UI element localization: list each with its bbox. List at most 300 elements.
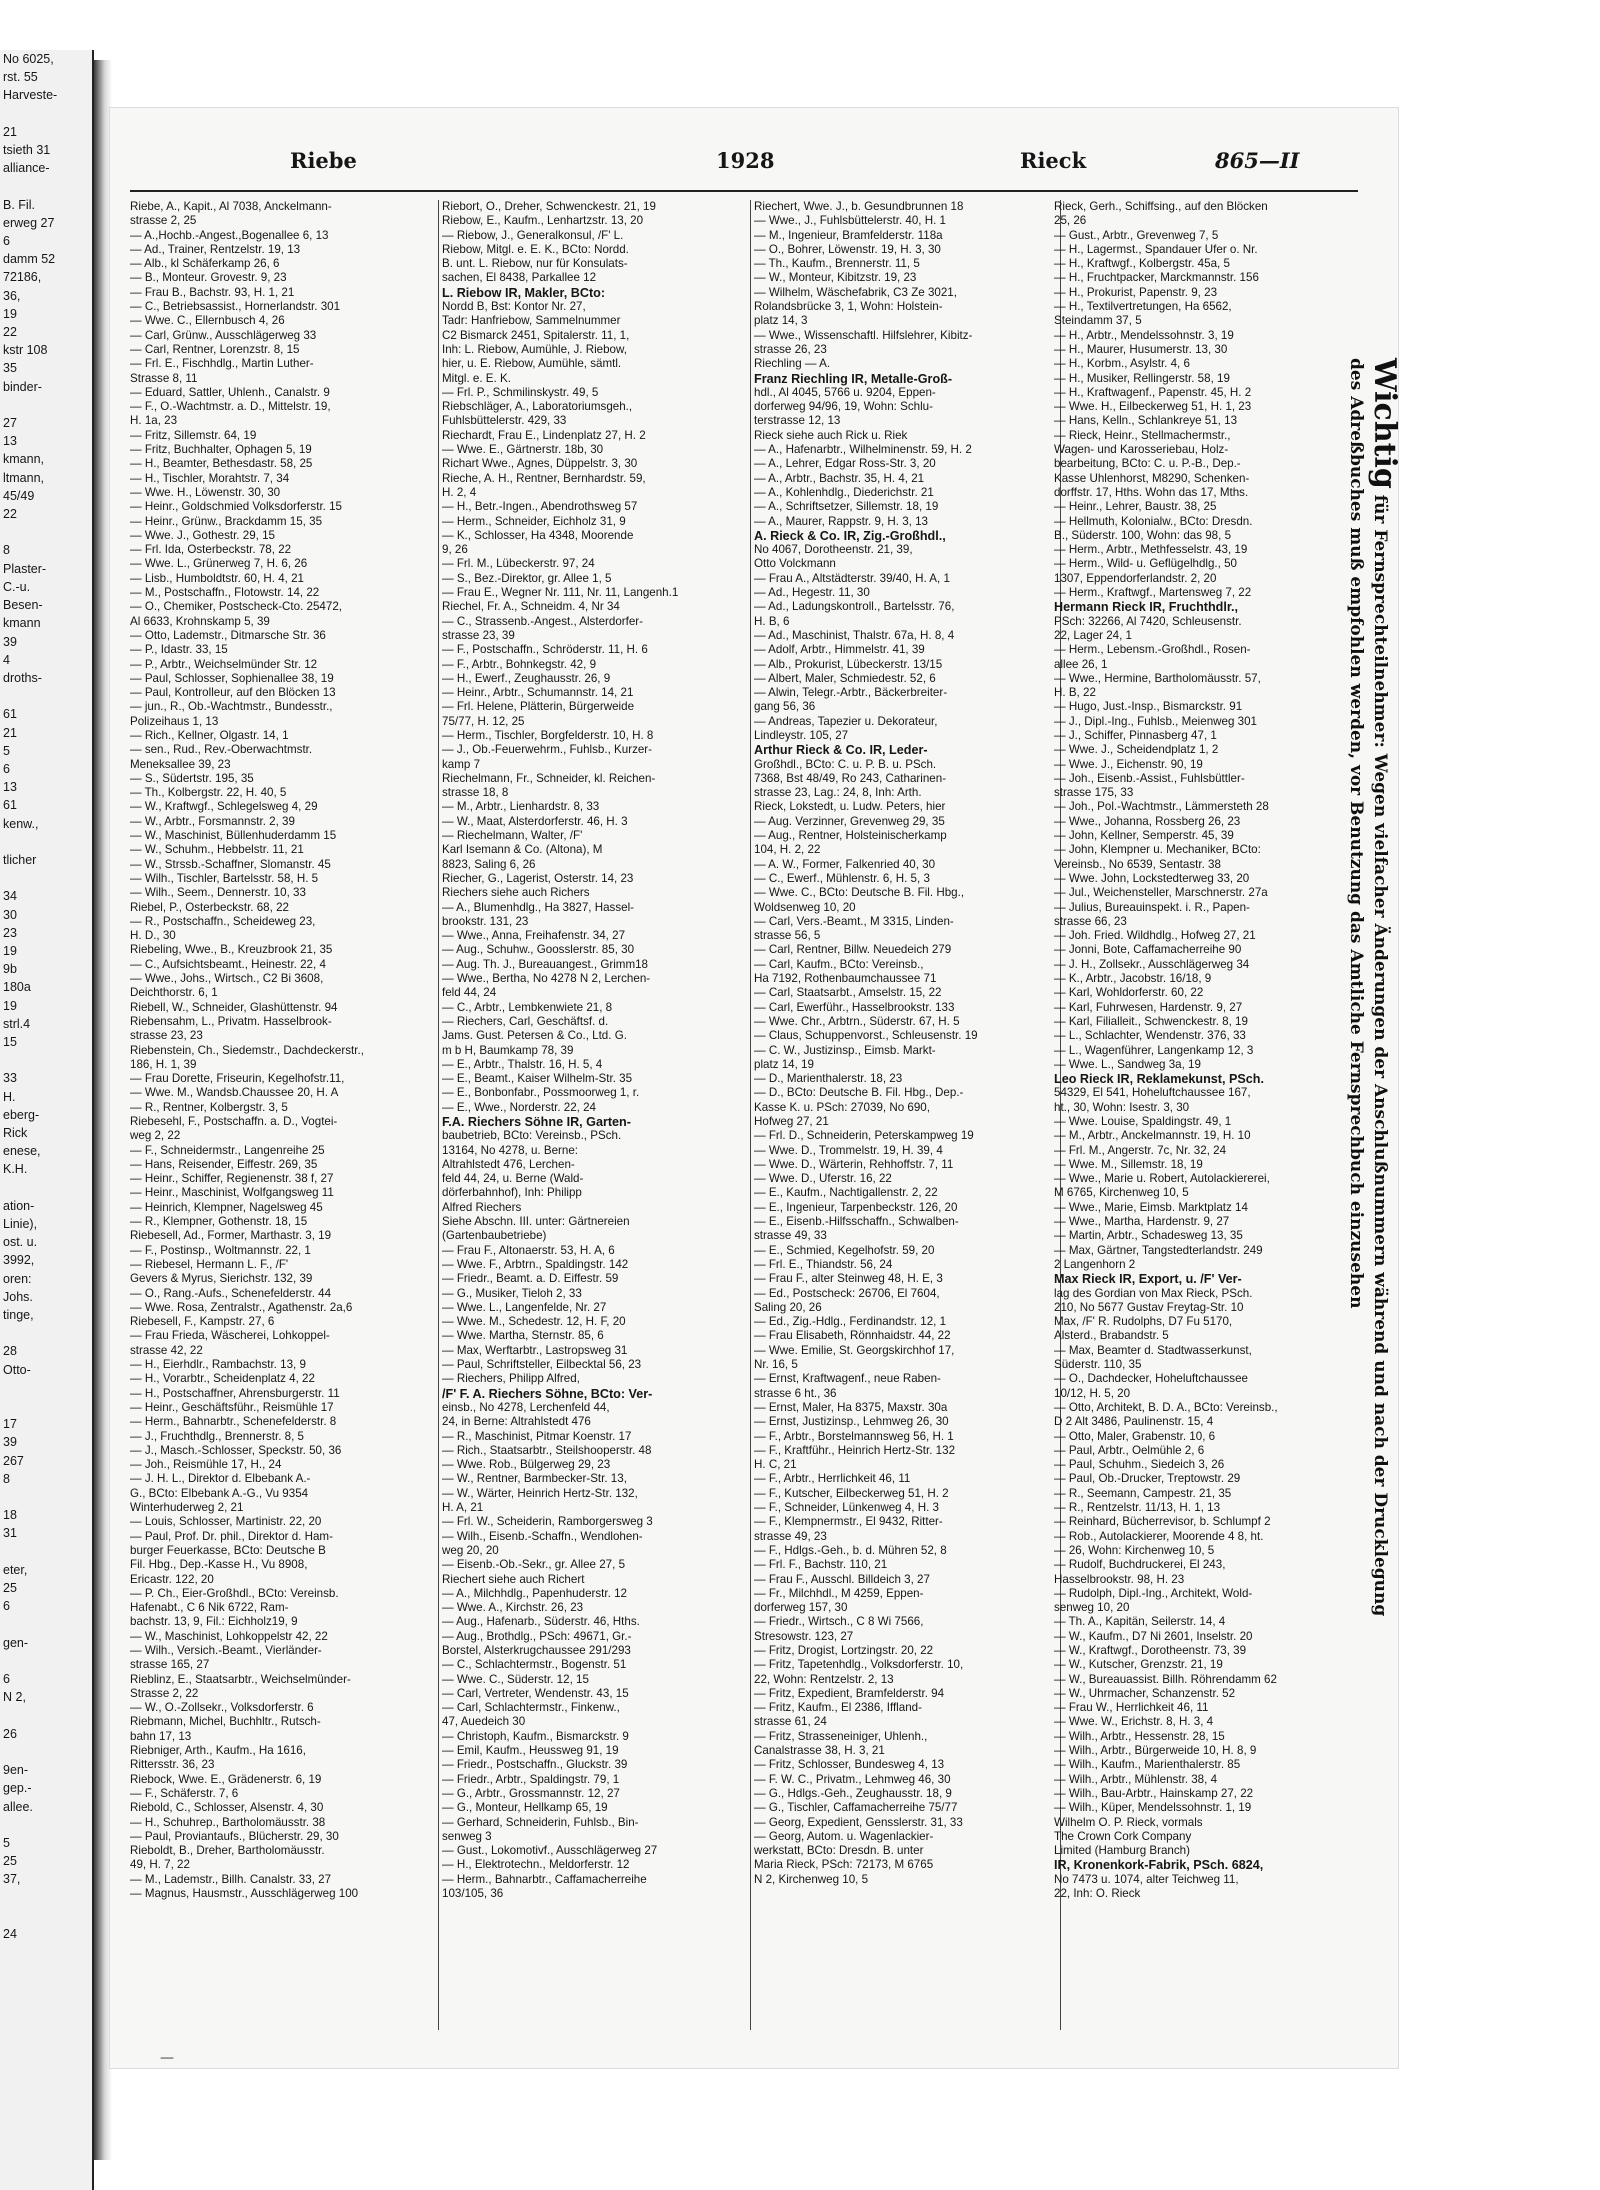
left-fragment-line: 6 [3, 1599, 10, 1614]
directory-entry-line: Riebell, W., Schneider, Glashüttenstr. 94 [130, 1000, 338, 1014]
directory-entry-line: — W., Kraftwgf., Schlegelsweg 4, 29 [130, 800, 318, 814]
directory-entry-line: — Carl, Schlachtermstr., Finkenw., [442, 1701, 620, 1715]
directory-entry-line: — Wwe., Marie u. Robert, Autolackiererei, [1054, 1172, 1270, 1186]
directory-entry-line: Ha 7192, Rothenbaumchaussee 71 [754, 972, 937, 986]
header-rule [130, 190, 1358, 192]
directory-entry-line: — Aug., Hafenarb., Süderstr. 46, Hths. [442, 1615, 640, 1629]
header-right-word: Rieck [1020, 148, 1087, 173]
directory-entry-line: Steindamm 37, 5 [1054, 314, 1142, 328]
directory-entry-line: — Aug. Th. J., Bureauangest., Grimm18 [442, 957, 648, 971]
directory-entry-line: — Th., Kaufm., Brennerstr. 11, 5 [754, 257, 920, 271]
directory-entry-line: einsb., No 4278, Lerchenfeld 44, [442, 1400, 610, 1414]
directory-entry-line: — K., Schlosser, Ha 4348, Moorende [442, 528, 634, 542]
left-fragment-line: kenw., [3, 816, 39, 831]
directory-entry-line: Hafenabt., C 6 Nik 6722, Ram- [130, 1601, 289, 1615]
directory-entry-line: — Jonni, Bote, Caffamacherreihe 90 [1054, 943, 1242, 957]
left-fragment-line [0, 1743, 92, 1761]
directory-entry-line: F.A. Riechers Söhne IR, Garten- [442, 1115, 631, 1129]
left-fragment-line [0, 687, 92, 705]
directory-entry-line: Jams. Gust. Petersen & Co., Ltd. G. [442, 1029, 627, 1043]
directory-entry-line: Rolandsbrücke 3, 1, Wohn: Holstein- [754, 300, 943, 314]
directory-entry-line: — R., Postschaffn., Scheideweg 23, [130, 914, 316, 928]
directory-entry-line: — E., Eisenb.-Hilfsschaffn., Schwalben- [754, 1215, 959, 1229]
directory-entry-line: — Andreas, Tapezier u. Dekorateur, [754, 714, 938, 728]
directory-entry-line: — Max, Gärtner, Tangstedterlandstr. 249 [1054, 1243, 1263, 1257]
left-fragment-line [0, 396, 92, 414]
directory-entry-line: Lindleystr. 105, 27 [754, 728, 849, 742]
directory-entry-line: — H., Maurer, Husumerstr. 13, 30 [1054, 342, 1228, 356]
directory-entry-line: — Heinr., Grünw., Brackdamm 15, 35 [130, 514, 323, 528]
directory-entry-line: — H., Elektrotechn., Meldorferstr. 12 [442, 1858, 630, 1872]
directory-entry-line: — P. Ch., Eier-Großhdl., BCto: Vereinsb. [130, 1586, 339, 1600]
footer-fragment: — [160, 2050, 174, 2066]
directory-entry-line: B. unt. L. Riebow, nur für Konsulats- [442, 257, 628, 271]
left-fragment-line: ost. u. [3, 1235, 38, 1250]
directory-entry-line: — Wilh., Kaufm., Marienthalerstr. 85 [1054, 1758, 1241, 1772]
left-fragment-line: tlicher [3, 852, 37, 867]
directory-entry-line: — Heinr., Schiffer, Regienenstr. 38 f, 27 [130, 1172, 334, 1186]
left-fragment-line: 8 [3, 1471, 10, 1486]
directory-entry-line: — Wilh., Arbtr., Mühlenstr. 38, 4 [1054, 1772, 1218, 1786]
directory-entry-line: — A., Arbtr., Bachstr. 35, H. 4, 21 [754, 471, 925, 485]
directory-entry-line: — Wwe., J., Fuhlsbüttelerstr. 40, H. 1 [754, 214, 947, 228]
directory-entry-line: — H., Musiker, Rellingerstr. 58, 19 [1054, 371, 1230, 385]
directory-entry-line: Woldsenweg 10, 20 [754, 900, 856, 914]
directory-entry-line: 186, H. 1, 39 [130, 1057, 197, 1071]
directory-entry-line: — Eduard, Sattler, Uhlenh., Canalstr. 9 [130, 385, 330, 399]
directory-entry-line: — Joh., Pol.-Wachtmstr., Lämmersteth 28 [1054, 800, 1269, 814]
directory-entry-line: Hofweg 27, 21 [754, 1115, 829, 1128]
directory-entry-line: — Frau A., Altstädterstr. 39/40, H. A, 1 [754, 571, 950, 585]
directory-entry-line: — C., Strassenb.-Angest., Alsterdorfer- [442, 614, 644, 628]
directory-entry-line: — Rich., Staatsarbtr., Steilshooperstr. 48 [442, 1443, 652, 1457]
left-fragment-line: 21 [3, 725, 17, 740]
left-fragment-line: 45/49 [3, 488, 35, 503]
directory-entry-line: — Frau B., Bachstr. 93, H. 1, 21 [130, 285, 295, 299]
directory-entry-line: — H., Ewerf., Zeughausstr. 26, 9 [442, 671, 611, 685]
directory-entry-line: strasse 42, 22 [130, 1343, 203, 1357]
directory-entry-line: — Wwe. H., Löwenstr. 30, 30 [130, 485, 281, 499]
directory-entry-line: — Wwe., Wissenschaftl. Hilfslehrer, Kibitz- [754, 328, 973, 342]
directory-entry-line: Max, /F' R. Rudolphs, D7 Fu 5170, [1054, 1315, 1233, 1329]
directory-entry-line: — L., Wagenführer, Langenkamp 12, 3 [1054, 1043, 1254, 1057]
directory-entry-line: D 2 Alt 3486, Paulinenstr. 15, 4 [1054, 1415, 1214, 1429]
directory-entry-line: — Wwe., Martha, Hardenstr. 9, 27 [1054, 1215, 1230, 1229]
directory-entry-line: Rieck siehe auch Rick u. Riek [754, 428, 908, 442]
directory-entry-line: — C. W., Justizinsp., Eimsb. Markt- [754, 1043, 936, 1057]
directory-entry-line: — R., Seemann, Campestr. 21, 35 [1054, 1486, 1232, 1500]
directory-entry-line: — Friedr., Postschaffn., Gluckstr. 39 [442, 1758, 628, 1772]
left-fragment-line: allee. [3, 1799, 33, 1814]
left-fragment-line: 9b [3, 962, 17, 977]
directory-entry-line: 103/105, 36 [442, 1887, 504, 1901]
directory-entry-line: — Aug. Verzinner, Grevenweg 29, 35 [754, 814, 945, 828]
left-fragment-line: 19 [3, 998, 17, 1013]
directory-entry-line: — Fritz, Buchhalter, Ophagen 5, 19 [130, 443, 312, 457]
left-fragment-line: tsieth 31 [3, 143, 51, 158]
directory-entry-line: — Ernst, Kraftwagenf., neue Raben- [754, 1372, 941, 1386]
directory-entry-line: senweg 10, 20 [1054, 1601, 1130, 1615]
left-fragment-line [0, 1706, 92, 1724]
directory-entry-line: — Wwe. C., BCto: Deutsche B. Fil. Hbg., [754, 886, 965, 900]
directory-entry-line: Riechelmann, Fr., Schneider, kl. Reichen- [442, 771, 656, 785]
directory-entry-line: — Wwe. F., Arbtrn., Spaldingstr. 142 [442, 1257, 629, 1271]
directory-entry-line: strasse 2, 25 [130, 214, 197, 228]
directory-entry-line: — H., Kraftwgf., Kolbergstr. 45a, 5 [1054, 257, 1230, 271]
left-fragment-line: enese, [3, 1144, 41, 1159]
left-fragment-line: No 6025, [3, 52, 54, 66]
left-fragment-line: 4 [3, 652, 10, 667]
left-fragment-line [0, 1943, 92, 1961]
directory-entry-line: — Paul, Arbtr., Oelmühle 2, 6 [1054, 1443, 1205, 1457]
directory-entry-line: feld 44, 24 [442, 986, 497, 1000]
directory-entry-line: strasse 61, 24 [754, 1715, 827, 1729]
directory-entry-line: — Carl, Grünw., Ausschlägerweg 33 [130, 328, 317, 342]
directory-entry-line: Riebmann, Michel, Buchhltr., Rutsch- [130, 1715, 321, 1729]
directory-entry-line: Al 6633, Krohnskamp 5, 39 [130, 614, 270, 628]
directory-entry-line: — Frau Frieda, Wäscherei, Lohkoppel- [130, 1329, 330, 1343]
directory-entry-line: Rieche, A. H., Rentner, Bernhardstr. 59, [442, 471, 646, 485]
directory-entry-line: — W., Strssb.-Schaffner, Slomanstr. 45 [130, 857, 331, 871]
directory-entry-line: — Heinr., Geschäftsführ., Reismühle 17 [130, 1400, 334, 1414]
directory-entry-line: — Fritz, Schlosser, Bundesweg 4, 13 [754, 1758, 945, 1772]
column-divider [438, 200, 439, 2030]
directory-entry-line: 54329, El 541, Hoheluftchaussee 167, [1054, 1086, 1251, 1100]
directory-entry-line: Karl Isemann & Co. (Altona), M [442, 843, 603, 857]
left-fragment-line: Besen- [3, 598, 43, 613]
directory-entry-line: m b H, Baumkamp 78, 39 [442, 1043, 574, 1057]
directory-entry-line: — W., Wärter, Heinrich Hertz-Str. 132, [442, 1486, 638, 1500]
directory-entry-line: — F., Arbtr., Bohnkegstr. 42, 9 [442, 657, 597, 671]
directory-entry-line: Hermann Rieck IR, Fruchthdlr., [1054, 600, 1239, 615]
directory-entry-line: — Heinr., Arbtr., Schumannstr. 14, 21 [442, 686, 634, 700]
directory-entry-line: — Paul, Ob.-Drucker, Treptowstr. 29 [1054, 1472, 1241, 1486]
left-fragment-line [0, 1179, 92, 1197]
directory-entry-line: — A., Hafenarbtr., Wilhelminenstr. 59, H. 2 [754, 443, 972, 457]
directory-entry-line: — A., Blumenhdlg., Ha 3827, Hassel- [442, 900, 635, 914]
directory-entry-line: Süderstr. 110, 35 [1054, 1358, 1142, 1372]
directory-entry-line: — O., Bohrer, Löwenstr. 19, H. 3, 30 [754, 242, 941, 256]
left-fragment-line: oren: [3, 1271, 32, 1286]
directory-entry-line: — Frau F., alter Steinweg 48, H. E, 3 [754, 1272, 943, 1286]
directory-entry-line: — W., Maschinist, Büllenhuderdamm 15 [130, 829, 337, 843]
directory-entry-line: dorffstr. 17, Hths. Wohn das 17, Mths. [1054, 485, 1249, 499]
directory-entry-line: Strasse 8, 11 [130, 371, 198, 385]
left-fragment-line: 6 [3, 234, 10, 249]
directory-entry-line: — Herm., Bahnarbtr., Schenefelderstr. 8 [130, 1415, 337, 1429]
left-fragment-line: 72186, [3, 270, 42, 285]
directory-entry-line: — Friedr., Beamt. a. D. Eiffestr. 59 [442, 1272, 619, 1286]
directory-entry-line: — S., Bez.-Direktor, gr. Allee 1, 5 [442, 571, 612, 585]
directory-entry-line: H. 2, 4 [442, 485, 477, 499]
directory-entry-line: — Th. A., Kapitän, Seilerstr. 14, 4 [1054, 1615, 1226, 1629]
directory-column-1 [130, 200, 432, 2040]
left-fragment-line [0, 1961, 92, 1979]
directory-entry-line: Max Rieck IR, Export, u. /F' Ver- [1054, 1272, 1242, 1287]
left-fragment-line: strl.4 [3, 1016, 31, 1031]
directory-entry-line: — Karl, Filialleit., Schwenckestr. 8, 19 [1054, 1014, 1248, 1028]
left-fragment-line: 27 [3, 416, 17, 431]
left-fragment-line: tinge, [3, 1308, 34, 1323]
directory-entry-line: strasse 23, 39 [442, 628, 515, 642]
directory-entry-line: — Herm., Lebensm.-Großhdl., Rosen- [1054, 643, 1251, 657]
left-fragment-line: H. [3, 1089, 16, 1104]
directory-entry-line: allee 26, 1 [1054, 657, 1108, 671]
directory-entry-line: dorferweg 157, 30 [754, 1601, 848, 1615]
directory-entry-line: — E., Beamt., Kaiser Wilhelm-Str. 35 [442, 1072, 633, 1086]
directory-entry-line: — Reinhard, Bücherrevisor, b. Schlumpf 2 [1054, 1515, 1271, 1529]
directory-entry-line: platz 14, 3 [754, 314, 808, 328]
directory-entry-line: G., BCto: Elbebank A.-G., Vu 9354 [130, 1486, 309, 1500]
directory-entry-line: — H., Fruchtpacker, Marckmannstr. 156 [1054, 271, 1259, 285]
directory-entry-line: Nr. 16, 5 [754, 1358, 798, 1372]
left-fragment-line [0, 177, 92, 195]
left-fragment-line: erweg 27 [3, 215, 55, 230]
directory-entry-line: ht., 30, Wohn: Isestr. 3, 30 [1054, 1100, 1190, 1114]
left-fragment-line: 19 [3, 306, 17, 321]
directory-entry-line: strasse 6 ht., 36 [754, 1386, 837, 1400]
directory-entry-line: — Fritz, Expedient, Bramfelderstr. 94 [754, 1686, 945, 1700]
directory-entry-line: — Wwe. C., Ellernbusch 4, 26 [130, 314, 285, 328]
directory-entry-line: Riechling — A. [754, 357, 831, 371]
left-fragment-line [0, 1397, 92, 1415]
left-fragment-line: 5 [3, 1835, 10, 1850]
directory-entry-line: — Wwe. Louise, Spaldingstr. 49, 1 [1054, 1115, 1232, 1128]
directory-entry-line: — H., Vorarbtr., Scheidenplatz 4, 22 [130, 1372, 315, 1386]
directory-entry-line: bahn 17, 13 [130, 1729, 192, 1743]
notice-line-1: für Fernsprechteilnehmer: Wegen vielfacher Änderungen der Anschlußnummern während und nach der Drucklegung [1370, 494, 1390, 1617]
left-fragment-line: 35 [3, 361, 17, 376]
directory-entry-line: — Wwe., Hermine, Bartholomäusstr. 57, [1054, 671, 1261, 685]
left-fragment-line: 180a [3, 980, 31, 995]
directory-entry-line: — Frl. E., Fischhdlg., Martin Luther- [130, 357, 314, 371]
directory-entry-line: — Ed., Zig.-Hdlg., Ferdinandstr. 12, 1 [754, 1315, 947, 1329]
directory-entry-line: C2 Bismarck 2451, Spitalerstr. 11, 1, [442, 328, 630, 342]
directory-entry-line: — H., Betr.-Ingen., Abendrothsweg 57 [442, 500, 638, 514]
directory-entry-line: Maria Rieck, PSch: 72173, M 6765 [754, 1858, 934, 1872]
directory-entry-line: dorferweg 94/96, 19, Wohn: Schlu- [754, 400, 933, 414]
directory-entry-line: — Herm., Arbtr., Methfesselstr. 43, 19 [1054, 543, 1248, 557]
directory-entry-line: 9, 26 [442, 543, 468, 557]
directory-entry-line: — G., Tischler, Caffamacherreihe 75/77 [754, 1801, 958, 1815]
left-fragment-line: 31 [3, 1526, 17, 1541]
directory-entry-line: Großhdl., BCto: C. u. P. B. u. PSch. [754, 757, 937, 771]
directory-entry-line: — Frl. Ida, Osterbeckstr. 78, 22 [130, 543, 292, 557]
directory-entry-line: — Wilh., Arbtr., Bürgerweide 10, H. 8, 9 [1054, 1744, 1257, 1758]
directory-entry-line: — Wwe. Chr., Arbtrn., Süderstr. 67, H. 5 [754, 1014, 960, 1028]
directory-entry-line: — Carl, Rentner, Billw. Neuedeich 279 [754, 943, 952, 957]
directory-entry-line: Riebensahm, L., Privatm. Hasselbrook- [130, 1014, 332, 1028]
directory-entry-line: — Frl. Helene, Plätterin, Bürgerweide [442, 700, 635, 714]
left-fragment-line: 37, [3, 1872, 21, 1887]
directory-entry-line: — Ernst, Maler, Ha 8375, Maxstr. 30a [754, 1400, 948, 1414]
directory-entry-line: Otto Volckmann [754, 557, 836, 571]
left-fragment-line [0, 1051, 92, 1069]
directory-entry-line: — E., Wwe., Norderstr. 22, 24 [442, 1100, 596, 1114]
directory-entry-line: — R., Rentzelstr. 11/13, H. 1, 13 [1054, 1501, 1221, 1515]
directory-entry-line: — Frl. D., Schneiderin, Peterskampweg 19 [754, 1129, 974, 1143]
directory-entry-line: Riecher, G., Lagerist, Osterstr. 14, 23 [442, 871, 634, 885]
left-fragment-line [0, 1543, 92, 1561]
directory-entry-line: — Paul, Prof. Dr. phil., Direktor d. Ham- [130, 1529, 333, 1543]
directory-entry-line: — Wilhelm, Wäschefabrik, C3 Ze 3021, [754, 285, 957, 299]
directory-entry-line: — R., Rentner, Kolbergstr. 3, 5 [130, 1100, 288, 1114]
directory-entry-line: 47, Auedeich 30 [442, 1715, 526, 1729]
directory-entry-line: — F. W. C., Privatm., Lehmweg 46, 30 [754, 1772, 951, 1786]
directory-entry-line: — Riechers, Carl, Geschäftsf. d. [442, 1014, 609, 1028]
left-fragment-line [0, 523, 92, 541]
directory-entry-line: 22, Inh: O. Rieck [1054, 1887, 1141, 1901]
directory-entry-line: — W., Rentner, Barmbecker-Str. 13, [442, 1472, 627, 1486]
directory-entry-line: — John, Kellner, Semperstr. 45, 39 [1054, 829, 1234, 843]
directory-entry-line: — Carl, Ewerführ., Hasselbrookstr. 133 [754, 1000, 955, 1014]
directory-entry-line: No 7473 u. 1074, alter Teichweg 11, [1054, 1872, 1239, 1886]
directory-entry-line: — Carl, Vertreter, Wendenstr. 43, 15 [442, 1686, 629, 1700]
left-fragment-line: 267 [3, 1453, 24, 1468]
directory-entry-line: werkstatt, BCto: Dresdn. B. unter [754, 1844, 924, 1858]
directory-entry-line: — W., Uhrmacher, Schanzenstr. 52 [1054, 1686, 1236, 1700]
left-fragment-line [0, 869, 92, 887]
directory-entry-line: — Frl. E., Thiandstr. 56, 24 [754, 1257, 893, 1271]
directory-entry-line: — Th., Kolbergstr. 22, H. 40, 5 [130, 786, 287, 800]
directory-entry-line: — Hans, Kelln., Schlankreye 51, 13 [1054, 414, 1238, 428]
directory-entry-line: Rieboldt, B., Dreher, Bartholomäusstr. [130, 1844, 325, 1858]
directory-entry-line: Fil. Hbg., Dep.-Kasse H., Vu 8908, [130, 1558, 308, 1572]
directory-entry-line: — 26, Wohn: Kirchenweg 10, 5 [1054, 1543, 1215, 1557]
directory-entry-line: — jun., R., Ob.-Wachtmstr., Bundesstr., [130, 700, 333, 714]
left-fragment-line: 22 [3, 325, 17, 340]
directory-entry-line: — Frl. F., Bachstr. 110, 21 [754, 1558, 888, 1572]
directory-entry-line: H. 1a, 23 [130, 414, 178, 428]
directory-entry-line: — Rudolph, Dipl.-Ing., Architekt, Wold- [1054, 1586, 1253, 1600]
directory-entry-line: — P., Idastr. 33, 15 [130, 643, 228, 657]
directory-entry-line: 25, 26 [1054, 214, 1087, 228]
directory-column-4 [1054, 200, 1332, 2040]
directory-entry-line: — C., Betriebsassist., Hornerlandstr. 301 [130, 300, 341, 314]
left-fragment-line: 18 [3, 1508, 17, 1523]
directory-entry-line: — Wwe., Johanna, Rossberg 26, 23 [1054, 814, 1241, 828]
left-fragment-line: kmann [3, 616, 41, 631]
directory-entry-line: — Wwe., Marie, Eimsb. Marktplatz 14 [1054, 1200, 1248, 1214]
directory-entry-line: — S., Südertstr. 195, 35 [130, 771, 254, 785]
directory-entry-line: Riebock, Wwe. E., Grädenerstr. 6, 19 [130, 1772, 322, 1786]
directory-entry-line: dörferbahnhof), Inh: Philipp [442, 1186, 582, 1200]
left-fragment-line: B. Fil. [3, 197, 35, 212]
directory-entry-line: Vereinsb., No 6539, Sentastr. 38 [1054, 857, 1221, 871]
directory-entry-line: Franz Riechling IR, Metalle-Groß- [754, 371, 953, 386]
directory-entry-line: — F., O.-Wachtmstr. a. D., Mittelstr. 19, [130, 400, 331, 414]
page-header [110, 148, 1398, 182]
directory-entry-line: — Wwe. J., Scheidendplatz 1, 2 [1054, 743, 1219, 757]
directory-entry-line: — Joh., Eisenb.-Assist., Fuhlsbüttler- [1054, 771, 1245, 785]
directory-entry-line: — W., Kraftwgf., Dorotheenstr. 73, 39 [1054, 1643, 1247, 1657]
directory-entry-line: — R., Klempner, Gothenstr. 18, 15 [130, 1215, 308, 1229]
directory-entry-line: — Wwe. M., Schedestr. 12, H. F, 20 [442, 1315, 626, 1329]
page-number: 865—II [1215, 148, 1300, 173]
directory-entry-line: — F., Schneider, Lünkenweg 4, H. 3 [754, 1501, 939, 1515]
directory-entry-line: A. Rieck & Co. IR, Zig.-Großhdl., [754, 528, 946, 543]
directory-entry-line: bearbeitung, BCto: C. u. P.-B., Dep.- [1054, 457, 1241, 471]
directory-entry-line: — Aug., Brothdlg., PSch: 49671, Gr.- [442, 1629, 632, 1643]
directory-entry-line: 8823, Saling 6, 26 [442, 857, 536, 871]
directory-entry-line: 10/12, H. 5, 20 [1054, 1386, 1131, 1400]
directory-entry-line: — C., Aufsichtsbeamt., Heinestr. 22, 4 [130, 957, 326, 971]
directory-entry-line: kamp 7 [442, 757, 481, 771]
directory-entry-line: — D., Marienthalerstr. 18, 23 [754, 1072, 903, 1086]
directory-entry-line: — Karl, Wohldorferstr. 60, 22 [1054, 986, 1204, 1000]
directory-entry-line: lag des Gordian von Max Rieck, PSch. [1054, 1286, 1253, 1300]
directory-entry-line: senweg 3 [442, 1829, 492, 1843]
left-fragment-line [0, 1615, 92, 1633]
left-fragment-line: C.-u. [3, 579, 31, 594]
directory-entry-line: — Paul, Proviantaufs., Blücherstr. 29, 30 [130, 1829, 339, 1843]
left-fragment-line: Otto- [3, 1362, 31, 1377]
left-fragment-line: 36, [3, 288, 21, 303]
directory-entry-line: — M., Arbtr., Lienhardstr. 8, 33 [442, 800, 600, 814]
directory-entry-line: platz 14, 19 [754, 1057, 814, 1071]
left-fragment-line: gep.- [3, 1781, 32, 1796]
directory-entry-line: Canalstrasse 38, H. 3, 21 [754, 1744, 885, 1758]
left-fragment-line: 25 [3, 1581, 17, 1596]
directory-entry-line: Meneksallee 39, 23 [130, 757, 231, 771]
directory-entry-line: — Ad., Maschinist, Thalstr. 67a, H. 8, 4 [754, 628, 955, 642]
directory-entry-line: Tadr: Hanfriebow, Sammelnummer [442, 314, 621, 328]
directory-entry-line: — Claus, Schuppenvorst., Schleusenstr. 19 [754, 1029, 978, 1043]
directory-entry-line: N 2, Kirchenweg 10, 5 [754, 1872, 869, 1886]
left-fragment-line: 17 [3, 1417, 17, 1432]
directory-entry-line: Riebenstein, Ch., Siedemstr., Dachdeckerstr., [130, 1043, 364, 1057]
directory-entry-line: Riebold, C., Schlosser, Alsenstr. 4, 30 [130, 1801, 324, 1815]
directory-entry-line: — A.,Hochb.-Angest.,Bogenallee 6, 13 [130, 228, 329, 242]
directory-entry-line: Riebniger, Arth., Kaufm., Ha 1616, [130, 1744, 306, 1758]
left-fragment-line [0, 1816, 92, 1834]
directory-entry-line: — Fritz, Drogist, Lortzingstr. 20, 22 [754, 1643, 934, 1657]
directory-entry-line: — F., Kutscher, Eilbeckerweg 51, H. 2 [754, 1486, 949, 1500]
directory-entry-line: Alsterd., Brabandstr. 5 [1054, 1329, 1169, 1343]
directory-entry-line: — Rich., Kellner, Olgastr. 14, 1 [130, 728, 289, 742]
directory-entry-line: Riebort, O., Dreher, Schwenckestr. 21, 19 [442, 200, 656, 213]
directory-entry-line: — A., Schriftsetzer, Sillemstr. 18, 19 [754, 500, 939, 514]
directory-entry-line: — Eisenb.-Ob.-Sekr., gr. Allee 27, 5 [442, 1558, 626, 1572]
directory-entry-line: Riebel, P., Osterbeckstr. 68, 22 [130, 900, 289, 914]
directory-entry-line: sachen, El 8438, Parkallee 12 [442, 271, 597, 285]
directory-entry-line: — Joh. Fried. Wildhdlg., Hofweg 27, 21 [1054, 929, 1256, 943]
directory-entry-line: — J., Fruchthdlg., Brennerstr. 8, 5 [130, 1429, 304, 1443]
directory-entry-line: Strasse 2, 22 [130, 1686, 199, 1700]
directory-entry-line: Rittersstr. 36, 23 [130, 1758, 215, 1772]
directory-entry-line: 75/77, H. 12, 25 [442, 714, 525, 728]
left-fragment-line: 39 [3, 1435, 17, 1450]
directory-entry-line: — Wilh., Seem., Dennerstr. 10, 33 [130, 886, 306, 900]
directory-entry-line: Inh: L. Riebow, Aumühle, J. Riebow, [442, 342, 627, 356]
left-fragment-line: 61 [3, 798, 17, 813]
directory-entry-line: 22, Lager 24, 1 [1054, 628, 1132, 642]
directory-entry-line: — E., Arbtr., Thalstr. 16, H. 5, 4 [442, 1057, 603, 1071]
left-fragment-line: alliance- [3, 161, 50, 176]
directory-entry-line: — Friedr., Arbtr., Spaldingstr. 79, 1 [442, 1772, 620, 1786]
left-fragment-line: N 2, [3, 1690, 26, 1705]
directory-entry-line: 210, No 5677 Gustav Freytag-Str. 10 [1054, 1300, 1244, 1314]
directory-entry-line: — Frl. W., Scheiderin, Ramborgersweg 3 [442, 1515, 653, 1529]
header-year: 1928 [716, 148, 775, 173]
directory-entry-line: — Wwe. John, Lockstedterweg 33, 20 [1054, 871, 1250, 885]
column-divider [750, 200, 751, 2030]
directory-entry-line: — Wwe. W., Erichstr. 8, H. 3, 4 [1054, 1715, 1214, 1729]
directory-entry-line: Riebschläger, A., Laboratoriumsgeh., [442, 400, 633, 414]
left-fragment-line: 22 [3, 507, 17, 522]
left-fragment-line: ltmann, [3, 470, 44, 485]
directory-entry-line: — Fr., Milchhdl., M 4259, Eppen- [754, 1586, 924, 1600]
